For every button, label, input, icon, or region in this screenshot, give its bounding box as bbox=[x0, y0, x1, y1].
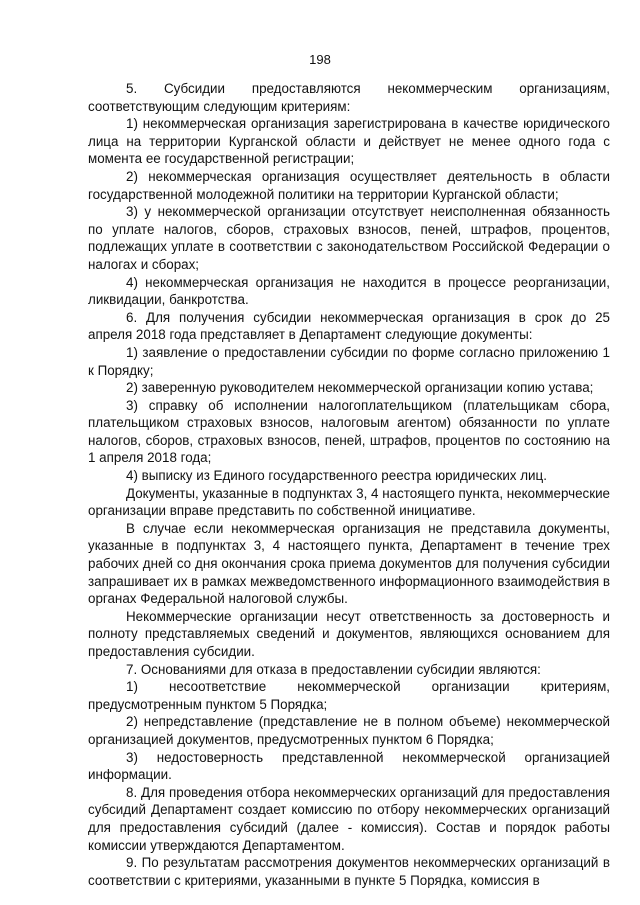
paragraph: 7. Основаниями для отказа в предоставлении субсидии являются: bbox=[126, 661, 541, 677]
paragraph: 6. Для получения субсидии некоммерческая организация в срок до 25 апреля 2018 года представляет в Департамент следующие документы: bbox=[88, 309, 610, 343]
paragraph: 2) заверенную руководителем некоммерческой организации копию устава; bbox=[126, 380, 594, 396]
paragraph: 1) некоммерческая организация зарегистрирована в качестве юридического лица на территории Курганской области и действует не менее одного года с момента ее государственной регистрации; bbox=[88, 116, 610, 167]
paragraph: 8. Для проведения отбора некоммерческих организаций для предоставления субсидий Департамент создает комиссию по отбору некоммерческих организаций для предоставления субсидий (далее - комиссия). Состав и порядок работы комиссии утверждаются Департаментом. bbox=[88, 784, 610, 853]
paragraph: 9. По результатам рассмотрения документов некоммерческих организаций в соответствии с критериями, указанными в пункте 5 Порядка, комиссия в bbox=[88, 855, 610, 888]
paragraph: 3) у некоммерческой организации отсутствует неисполненная обязанность по уплате налогов, сборов, страховых взносов, пеней, штрафов, процентов, подлежащих уплате в соответствии с законодательством Российской Федерации о налогах и сборах; bbox=[88, 204, 610, 272]
paragraph: 4) выписку из Единого государственного реестра юридических лиц. bbox=[126, 468, 547, 484]
paragraph: 5. Субсидии предоставляются некоммерческим организациям, соответствующим следующим критериям: bbox=[88, 81, 610, 114]
paragraph: Документы, указанные в подпунктах 3, 4 настоящего пункта, некоммерческие организации вправе представить по собственной инициативе. bbox=[88, 485, 610, 519]
page-number: 198 bbox=[309, 52, 331, 67]
paragraph: В случае если некоммерческая организация не представила документы, указанные в подпунктах 3, 4 настоящего пункта, Департамент в течение трех рабочих дней со дня окончания срока приема документов для получения субсидии запрашивает их в рамках межведомственного информационного взаимодействия в органах Федеральной налоговой службы. bbox=[88, 520, 611, 607]
paragraph: 1) заявление о предоставлении субсидии по форме согласно приложению 1 к Порядку; bbox=[88, 344, 610, 378]
document-body bbox=[88, 80, 610, 889]
paragraph: Некоммерческие организации несут ответственность за достоверность и полноту представляемых сведений и документов, являющихся основанием для предоставления субсидии. bbox=[88, 608, 610, 659]
paragraph: 4) некоммерческая организация не находится в процессе реорганизации, ликвидации, банкротства. bbox=[88, 274, 610, 308]
paragraph: 2) непредставление (представление не в полном объеме) некоммерческой организацией документов, предусмотренных пунктом 6 Порядка; bbox=[88, 714, 610, 747]
paragraph: 3) справку об исполнении налогоплательщиком (плательщикам сбора, плательщиком страховых взносов, налоговым агентом) обязанности по уплате налогов, сборов, страховых взносов, пеней, штрафов, процентов по состоянию на 1 апреля 2018 года; bbox=[88, 397, 610, 466]
paragraph: 3) недостоверность представленной некоммерческой организацией информации. bbox=[88, 749, 610, 783]
paragraph: 2) некоммерческая организация осуществляет деятельность в области государственной молодежной политики на территории Курганской области; bbox=[88, 168, 610, 202]
paragraph: 1) несоответствие некоммерческой организации критериям, предусмотренным пунктом 5 Порядка; bbox=[88, 679, 610, 712]
